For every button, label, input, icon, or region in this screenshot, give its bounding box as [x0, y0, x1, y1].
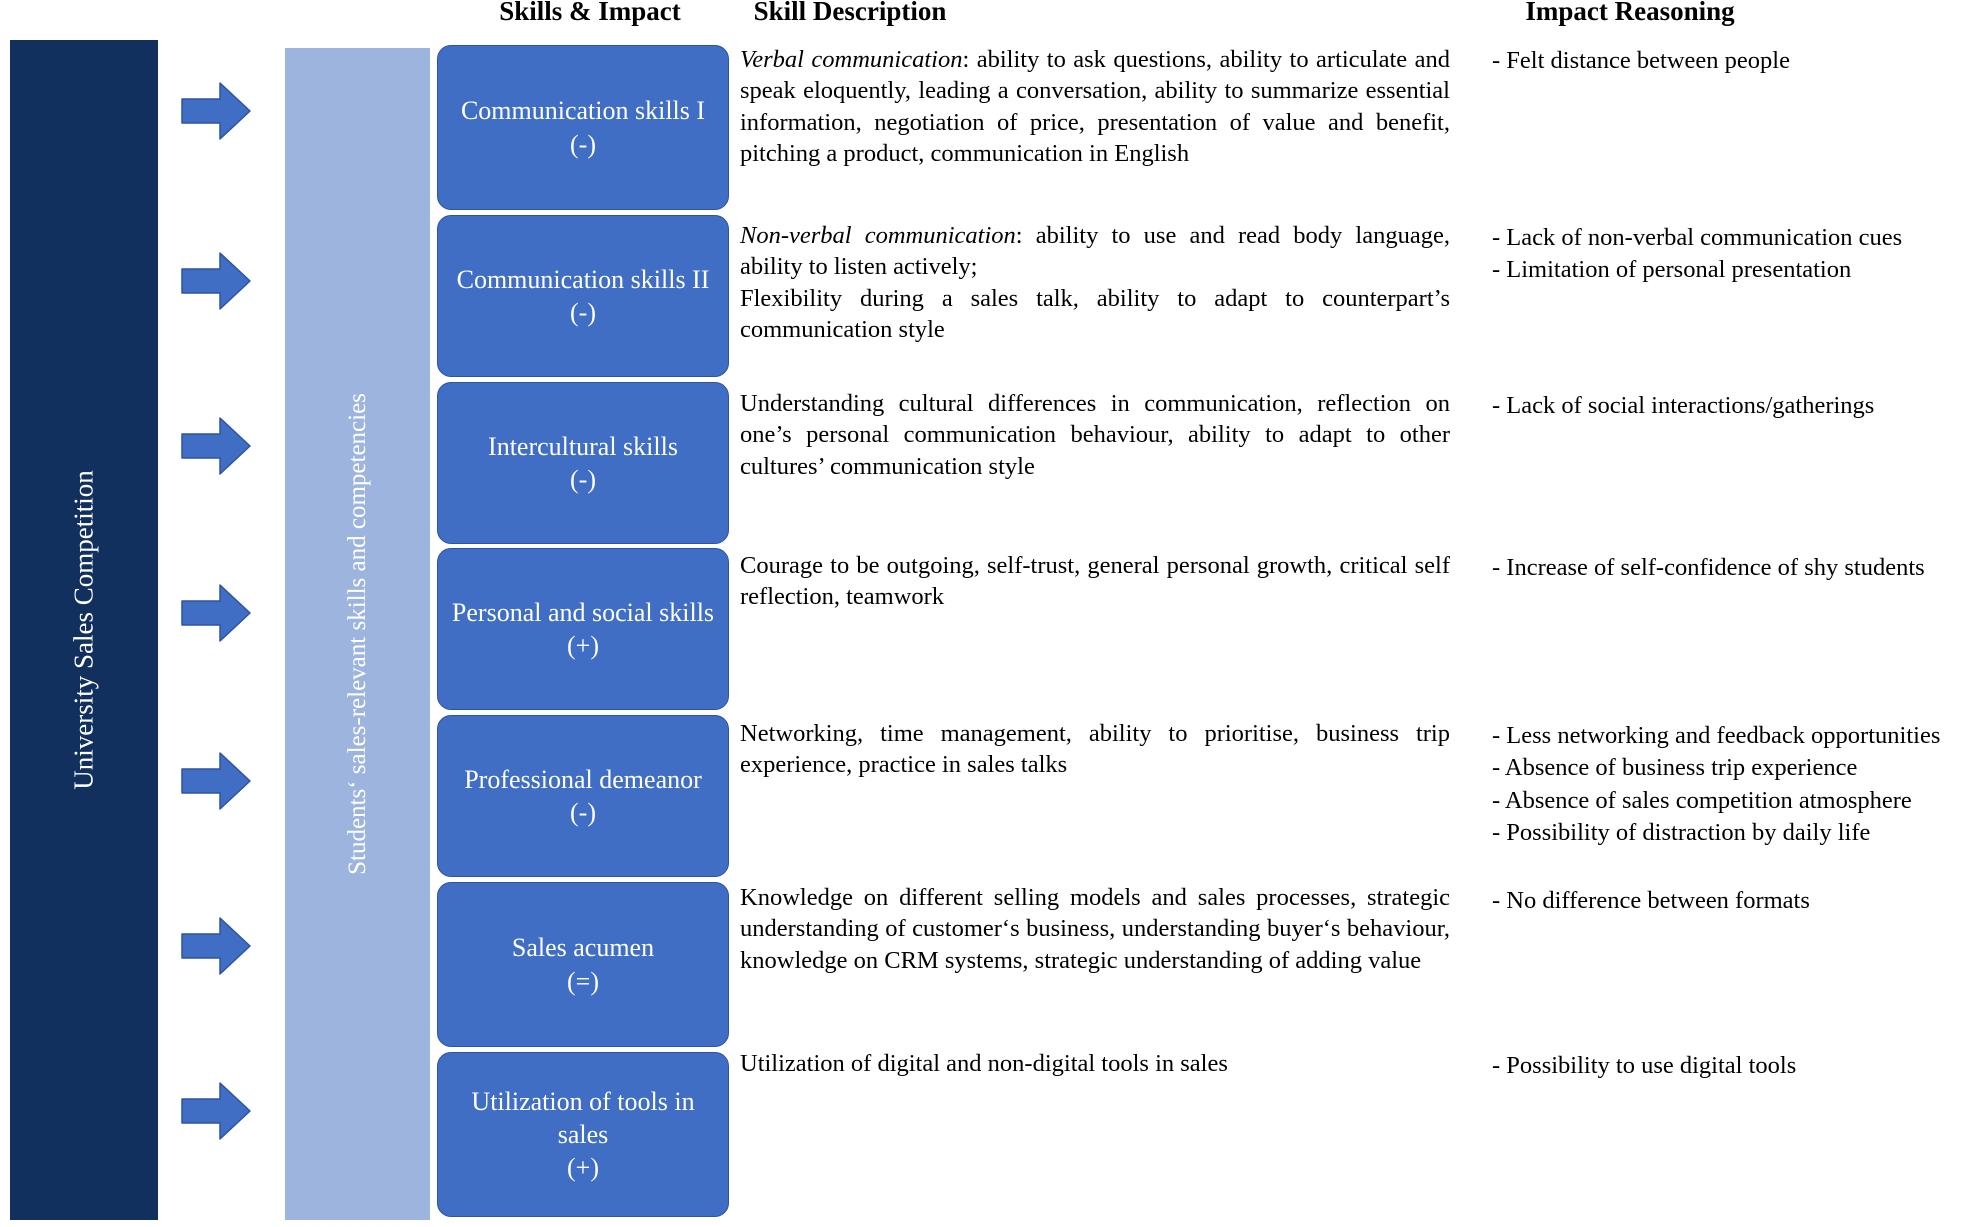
skill-description-lead: Non-verbal communication [740, 222, 1016, 249]
skill-name: Communication skills II [456, 264, 710, 294]
university-sales-competition-label: University Sales Competition [68, 470, 99, 790]
impact-reasoning-item: - Limitation of personal presentation [1492, 256, 1852, 284]
right-arrow-icon [180, 915, 252, 977]
skill-box[interactable] [437, 382, 729, 544]
impact-reasoning [1492, 45, 1986, 77]
skill-description [740, 388, 1450, 482]
skill-name: Sales acumen [511, 933, 655, 963]
skill-box[interactable] [437, 1052, 729, 1217]
impact-reasoning-item: - Possibility of distraction by daily life [1492, 818, 1871, 846]
impact-reasoning [1492, 390, 1986, 422]
right-arrow-icon [180, 582, 252, 644]
right-arrow-icon [180, 80, 252, 142]
right-arrow-icon [180, 415, 252, 477]
skill-description [740, 1048, 1450, 1079]
skill-impact-indicator: (+) [567, 1153, 599, 1183]
impact-reasoning-item: - Less networking and feedback opportunities [1492, 722, 1941, 749]
impact-reasoning-item: - Lack of non-verbal communication cues [1492, 224, 1903, 251]
skill-box[interactable] [437, 45, 729, 210]
skill-description [740, 718, 1450, 781]
skill-name: Communication skills I [460, 96, 706, 126]
skill-description-text: Understanding cultural differences in communication, reflection on one’s personal communication behaviour, ability to adapt to other cultures’ communication style [740, 390, 1450, 480]
students-skills-bar [285, 48, 430, 1220]
skill-box[interactable] [437, 215, 729, 377]
right-arrow-icon [180, 750, 252, 812]
impact-reasoning-item: - Possibility to use digital tools [1492, 1052, 1797, 1079]
skill-name: Professional demeanor [464, 764, 702, 794]
impact-reasoning-item: - Absence of sales competition atmosphere [1492, 786, 1912, 814]
right-arrow-icon [180, 250, 252, 312]
impact-reasoning [1492, 1050, 1986, 1082]
skill-box[interactable] [437, 715, 729, 877]
university-sales-competition-bar [10, 40, 158, 1220]
skill-impact-indicator: (-) [570, 465, 596, 494]
students-skills-label: Students‘ sales-relevant skills and competencies [343, 393, 371, 875]
skill-description [740, 44, 1450, 169]
impact-reasoning-item: - Absence of business trip experience [1492, 754, 1858, 782]
skill-description-lead: Verbal communication [740, 46, 963, 73]
skill-box[interactable] [437, 882, 729, 1047]
skill-impact-indicator: (-) [570, 298, 596, 327]
impact-reasoning [1492, 885, 1986, 917]
skill-description-text: : ability to use and read body language, ability to listen actively; Flexibility during a sales talk, ability to adapt to counterpart’s communication style [740, 222, 1450, 344]
skill-name: Intercultural skills [488, 431, 678, 461]
impact-reasoning-item: - Felt distance between people [1492, 47, 1790, 74]
skill-impact-indicator: (-) [570, 798, 596, 827]
impact-reasoning-item: - No difference between formats [1492, 887, 1810, 914]
skill-description-text: Networking, time management, ability to prioritise, business trip experience, practice in sales talks [740, 720, 1450, 779]
skill-description [740, 882, 1450, 976]
right-arrow-icon [180, 1080, 252, 1142]
skill-impact-indicator: (+) [567, 631, 599, 660]
skill-description-text: Utilization of digital and non-digital tools in sales [740, 1050, 1228, 1077]
skill-impact-indicator: (-) [570, 129, 596, 159]
impact-reasoning [1492, 720, 1986, 849]
column-header-description: Skill Description [753, 0, 947, 26]
column-header-skills: Skills & Impact [499, 0, 681, 26]
skill-description-text: Courage to be outgoing, self-trust, general personal growth, critical self reflection, teamwork [740, 552, 1450, 611]
skill-name: Personal and social skills [451, 597, 715, 627]
skill-impact-indicator: (=) [567, 966, 599, 996]
skill-description-text: Knowledge on different selling models and sales processes, strategic understanding of customer‘s business, understanding buyer‘s behaviour, knowledge on CRM systems, strategic understanding of adding value [740, 884, 1450, 974]
skill-description-text: : ability to ask questions, ability to articulate and speak eloquently, leading a conversation, ability to summarize essential information, negotiation of price, presentation of value and benefit, pitching a product, communication in English [740, 46, 1450, 168]
skill-box[interactable] [437, 548, 729, 710]
column-header-reasoning: Impact Reasoning [1525, 0, 1735, 26]
impact-reasoning [1492, 222, 1986, 287]
impact-reasoning [1492, 552, 1986, 584]
skill-description [740, 550, 1450, 613]
skill-name: Utilization of tools in sales [471, 1086, 695, 1149]
impact-reasoning-item: - Lack of social interactions/gatherings [1492, 392, 1875, 419]
skill-description [740, 220, 1450, 345]
impact-reasoning-item: - Increase of self-confidence of shy students [1492, 554, 1925, 581]
